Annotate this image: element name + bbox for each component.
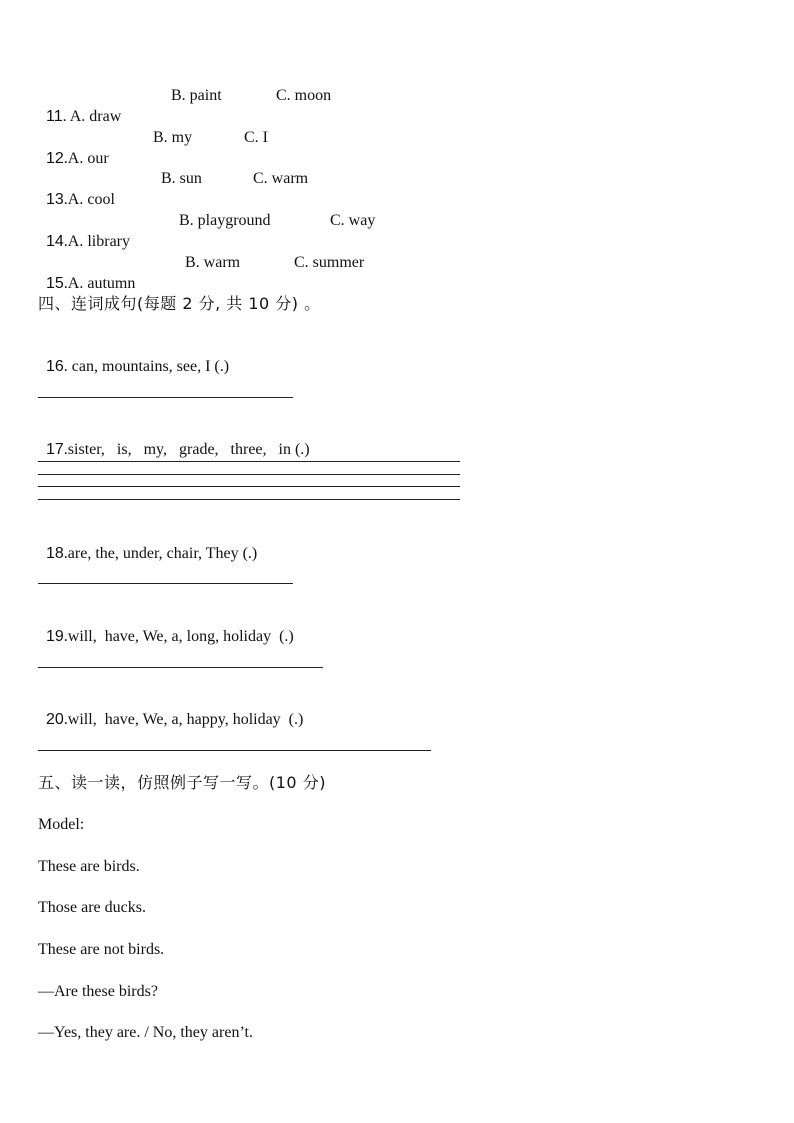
option-c: C. moon	[276, 87, 332, 104]
choice-row-12	[38, 129, 109, 169]
model-line-2: Those are ducks.	[38, 899, 146, 916]
choice-row-11	[38, 87, 121, 127]
option-b: B. my	[153, 129, 193, 146]
option-b: B. paint	[171, 87, 222, 104]
answer-line[interactable]	[38, 750, 431, 751]
answer-line[interactable]	[38, 397, 293, 398]
model-line-4: —Are these birds?	[38, 983, 158, 1000]
answer-line[interactable]	[38, 461, 460, 462]
option-a: A. autumn	[67, 275, 136, 292]
option-c: C. summer	[294, 254, 365, 271]
question-number: 16	[46, 358, 64, 375]
model-line-5: —Yes, they are. / No, they aren’t.	[38, 1024, 253, 1041]
choice-row-14	[38, 212, 130, 252]
section-5-heading: 五、读一读，仿照例子写一写。(10 分)	[38, 773, 326, 792]
choice-row-15	[38, 254, 135, 294]
option-c: C. warm	[253, 170, 309, 187]
option-a: A. our	[67, 150, 109, 167]
question-text: .sister, is, my, grade, three, in (.)	[63, 441, 310, 458]
question-number: 13	[46, 191, 64, 208]
question-16	[38, 337, 229, 377]
question-separator: .	[63, 233, 68, 250]
question-text: . can, mountains, see, I (.)	[63, 358, 230, 375]
option-c: C. way	[330, 212, 376, 229]
question-number: 17	[46, 441, 64, 458]
question-text: .will, have, We, a, happy, holiday (.)	[63, 711, 304, 728]
model-line-3: These are not birds.	[38, 941, 165, 958]
question-18	[38, 524, 257, 564]
question-number: 15	[46, 275, 64, 292]
option-b: B. warm	[185, 254, 241, 271]
question-19	[38, 607, 294, 647]
option-b: B. sun	[161, 170, 202, 187]
question-separator: .	[63, 275, 68, 292]
answer-line[interactable]	[38, 667, 323, 668]
question-number: 19	[46, 628, 64, 645]
question-number: 12	[46, 150, 64, 167]
choice-row-13	[38, 170, 115, 210]
question-20	[38, 690, 303, 730]
question-separator: .	[62, 108, 70, 125]
model-line-1: These are birds.	[38, 858, 140, 875]
question-text: .are, the, under, chair, They (.)	[63, 545, 258, 562]
question-separator: .	[63, 191, 68, 208]
question-number: 20	[46, 711, 64, 728]
question-separator: .	[63, 150, 68, 167]
option-a: A. library	[67, 233, 130, 250]
question-text: .will, have, We, a, long, holiday (.)	[63, 628, 294, 645]
option-b: B. playground	[179, 212, 271, 229]
answer-line[interactable]	[38, 474, 460, 475]
question-number: 18	[46, 545, 64, 562]
question-17	[38, 420, 310, 460]
option-a: A. draw	[69, 108, 122, 125]
answer-line[interactable]	[38, 583, 293, 584]
option-c: C. I	[244, 129, 268, 146]
answer-line[interactable]	[38, 486, 460, 487]
section-4-heading: 四、连词成句(每题 2 分, 共 10 分) 。	[38, 294, 321, 313]
question-number: 14	[46, 233, 64, 250]
question-number: 11	[46, 108, 63, 125]
answer-line[interactable]	[38, 499, 460, 500]
model-label: Model:	[38, 816, 85, 833]
option-a: A. cool	[67, 191, 115, 208]
